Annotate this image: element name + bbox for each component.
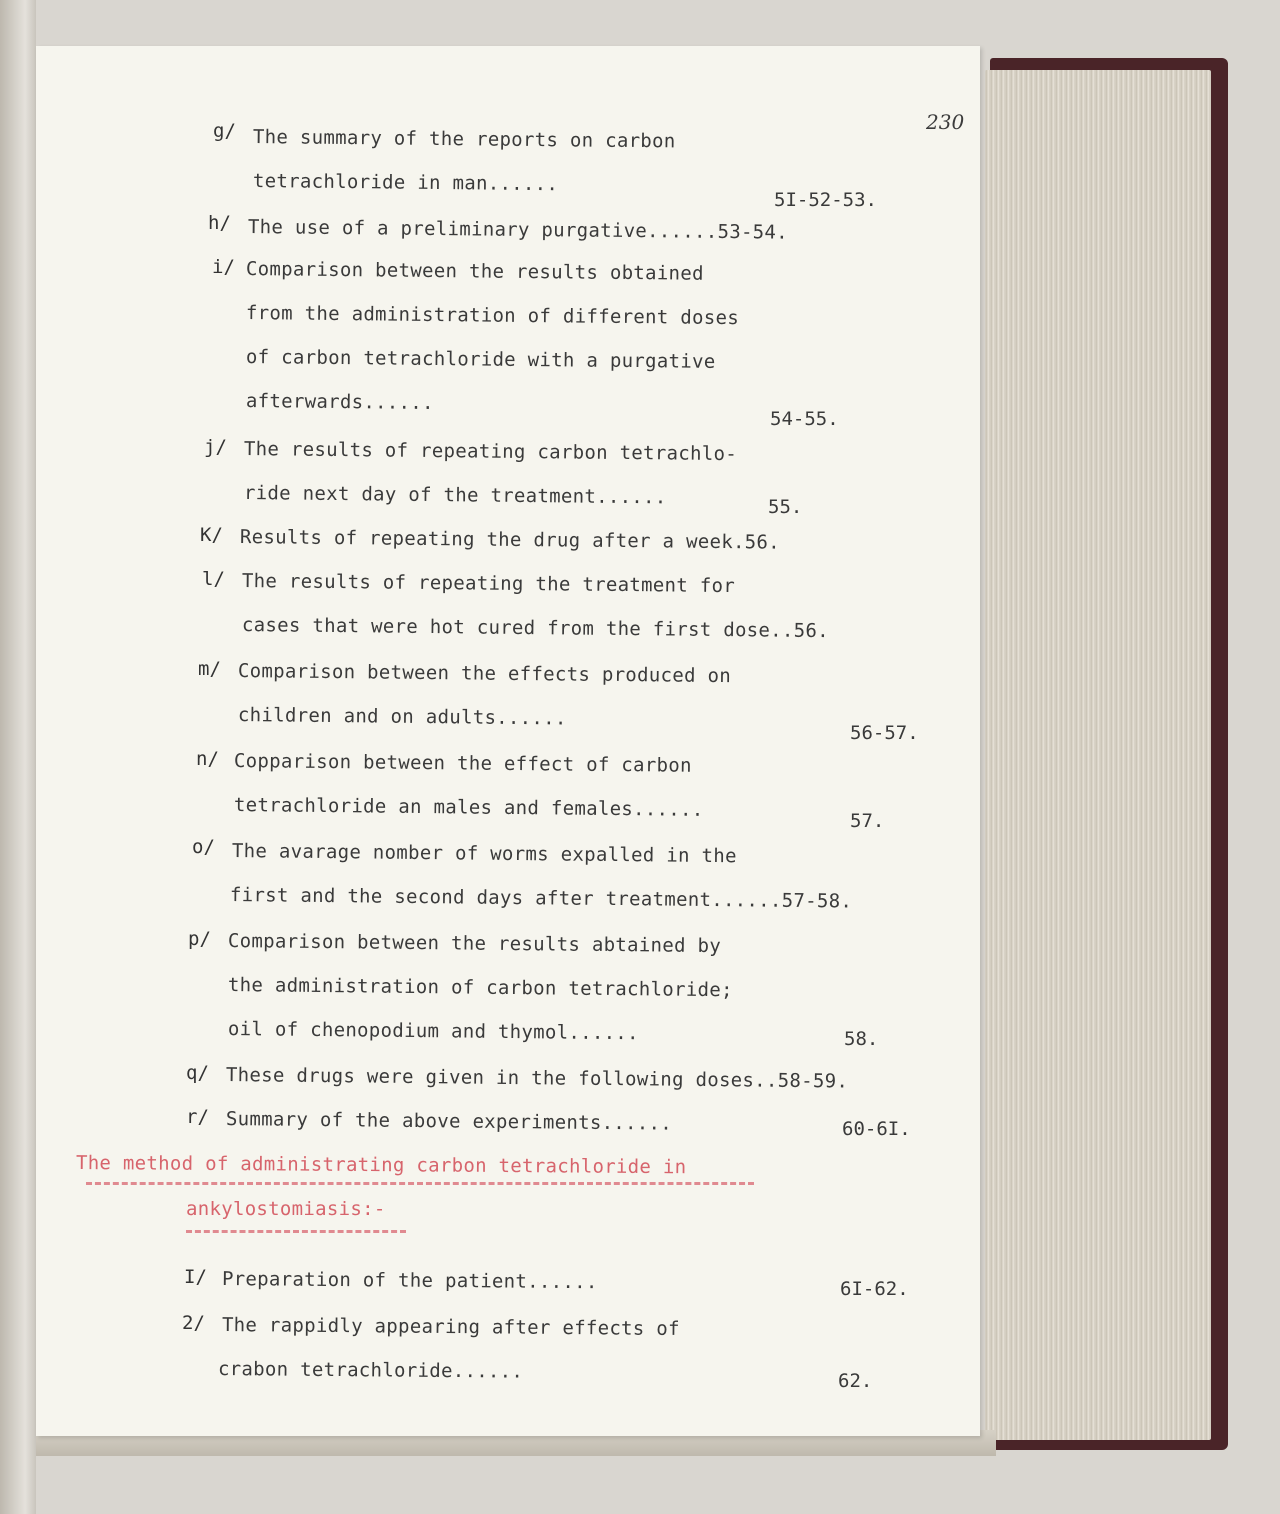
item-p-line-1: Comparison between the results abtained by (227, 930, 722, 958)
item-i-pages: 54-55. (770, 408, 839, 430)
item-n-line-2: tetrachloride an males and females...... (233, 794, 704, 821)
left-page-stack (0, 0, 36, 1514)
item-p-line-3: oil of chenopodium and thymol...... (227, 1018, 639, 1045)
sub-item-label-2: 2/ (182, 1312, 205, 1334)
item-g-line-1: The summary of the reports on carbon (252, 126, 676, 153)
item-label-o: o/ (192, 836, 215, 858)
item-g-line-2: tetrachloride in man...... (252, 170, 559, 196)
item-p-pages: 58. (844, 1028, 879, 1050)
sub-item-2-line-1: The rappidly appearing after effects of (221, 1314, 680, 1340)
section-heading-underline-2 (186, 1230, 406, 1233)
item-label-l: l/ (202, 568, 225, 590)
item-g-pages: 5I-52-53. (774, 189, 877, 211)
sub-item-2-pages: 62. (838, 1370, 873, 1392)
item-j-line-1: The results of repeating carbon tetrachlo- (243, 438, 738, 466)
item-label-r: r/ (186, 1106, 209, 1128)
item-r-pages: 60-6I. (842, 1118, 911, 1140)
item-label-i: i/ (212, 256, 235, 278)
item-p-line-2: the administration of carbon tetrachloride; (227, 974, 733, 1002)
item-q-line-1: These drugs were given in the following doses..58-59. (225, 1064, 849, 1093)
item-o-line-1: The avarage nomber of worms expalled in the (231, 840, 737, 868)
sub-item-1-pages: 6I-62. (840, 1278, 909, 1300)
item-n-pages: 57. (850, 810, 885, 832)
item-j-pages: 55. (768, 496, 803, 518)
section-heading-line-1: The method of administrating carbon tetrachloride in (75, 1152, 687, 1179)
page-edges (985, 70, 1211, 1440)
item-m-line-1: Comparison between the effects produced on (237, 660, 732, 688)
item-j-line-2: ride next day of the treatment...... (243, 482, 667, 509)
item-label-h: h/ (208, 212, 231, 234)
section-heading-line-2: ankylostomiasis:- (186, 1198, 386, 1220)
item-label-g: g/ (213, 120, 236, 142)
item-i-line-4: afterwards...... (245, 390, 434, 414)
section-heading-underline-1 (86, 1182, 754, 1185)
item-r-line-1: Summary of the above experiments...... (225, 1108, 673, 1135)
item-h-line-1: The use of a preliminary purgative......53-54. (247, 216, 789, 244)
item-label-j: j/ (204, 436, 227, 458)
item-i-line-1: Comparison between the results obtained (245, 258, 704, 285)
page-number: 230 (926, 110, 965, 134)
sub-item-2-line-2: crabon tetrachloride...... (217, 1358, 524, 1383)
item-m-line-2: children and on adults...... (237, 704, 567, 730)
document-page (36, 46, 980, 1436)
item-m-pages: 56-57. (850, 722, 919, 744)
item-i-line-2: from the administration of different doses (245, 302, 740, 330)
item-label-m: m/ (198, 658, 221, 680)
item-label-n: n/ (196, 748, 219, 770)
item-label-q: q/ (186, 1062, 209, 1084)
item-l-line-1: The results of repeating the treatment for (241, 570, 736, 598)
item-label-p: p/ (188, 928, 211, 950)
item-k-line-1: Results of repeating the drug after a week.56. (239, 526, 781, 554)
sub-item-label-1: I/ (184, 1266, 207, 1288)
item-l-line-2: cases that were hot cured from the first dose..56. (241, 614, 830, 643)
item-i-line-3: of carbon tetrachloride with a purgative (245, 346, 716, 373)
item-n-line-1: Copparison between the effect of carbon (233, 750, 692, 777)
item-o-line-2: first and the second days after treatment......57-58. (229, 884, 853, 913)
item-label-k: K/ (200, 524, 223, 546)
sub-item-1-line-1: Preparation of the patient...... (221, 1268, 598, 1294)
